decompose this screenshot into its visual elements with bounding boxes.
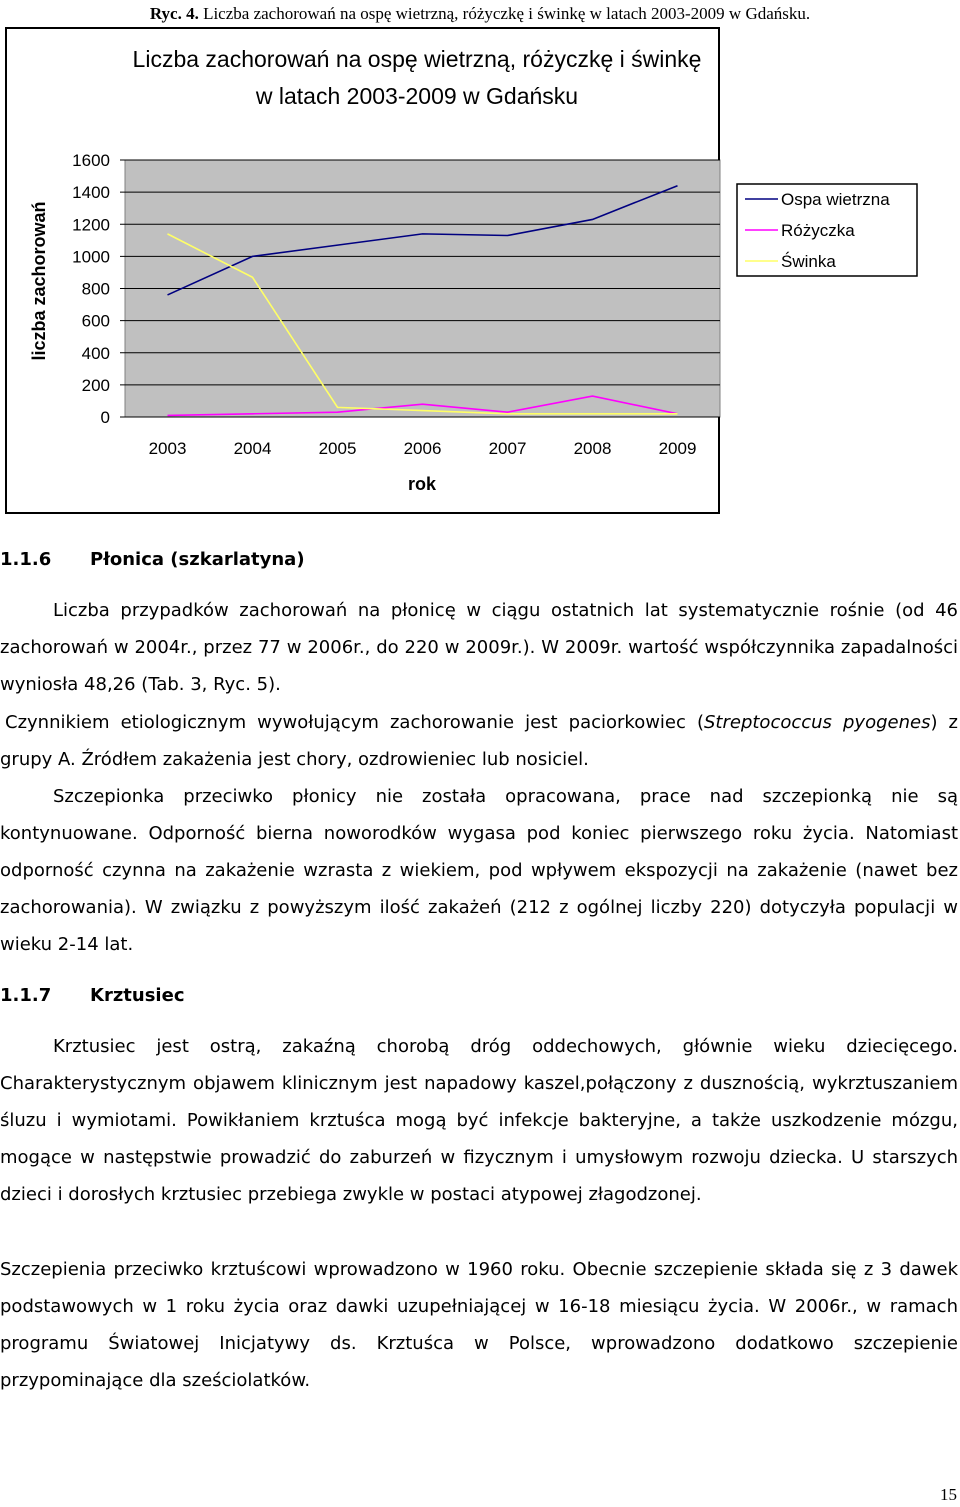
- paragraph: Szczepienia przeciwko krztuścowi wprowadzono w 1960 roku. Obecnie szczepienie składa się z 3 dawek podstawowych w 1 roku życia oraz dawki uzupełniającej w 16-18 miesiącu życia. W 2006r., w ramach programu Światowej Inicjatywy ds. Krztuśca w Polsce, wprowadzono dodatkowo szczepienie przypominające dla sześciolatków.: [0, 1259, 958, 1391]
- legend-label: Świnka: [781, 252, 836, 271]
- section-number: 1.1.6: [0, 549, 52, 570]
- paragraph: Krztusiec jest ostrą, zakaźną chorobą dróg oddechowych, głównie wieku dziecięcego. Charakterystycznym objawem klinicznym jest napadowy kaszel,połączony z dusznością, wykrztuszaniem śluzu i wymiotami. Powikłaniem krztuśca mogą być infekcje bakteryjne, a także uszkodzenie mózgu, mogące w następstwie prowadzić do zaburzeń w fizycznym i umysłowym rozwoju dziecka. U starszych dzieci i dorosłych krztusiec przebiega zwykle w postaci atypowej złagodzonej.: [0, 1036, 958, 1205]
- section-heading-plonica: [0, 549, 305, 570]
- y-tick-label: 800: [81, 279, 110, 299]
- y-tick-label: 400: [81, 343, 110, 363]
- section-title: Krztusiec: [90, 985, 185, 1006]
- species-name-epithet: pyogenes: [843, 712, 931, 733]
- y-tick-label: 600: [81, 311, 110, 331]
- paragraph-text: ) z grupy A. Źródłem zakażenia jest chory, ozdrowieniec lub nosiciel.: [0, 712, 958, 770]
- y-tick-label: 200: [81, 375, 110, 395]
- paragraph: Liczba przypadków zachorowań na płonicę w ciągu ostatnich lat systematycznie rośnie (od 46 zachorowań w 2004r., przez 77 w 2006r., do 220 w 2009r.). W 2009r. wartość współczynnika zapadalności wyniosła 48,26 (Tab. 3, Ryc. 5).: [0, 600, 958, 695]
- x-tick-label: 2008: [573, 439, 612, 458]
- chart-title-line2: w latach 2003-2009 w Gdańsku: [255, 83, 579, 109]
- x-axis-label: rok: [407, 474, 437, 494]
- y-axis-label: liczba zachorowań: [29, 201, 49, 361]
- x-tick-label: 2005: [318, 439, 357, 458]
- paragraph: [0, 704, 958, 778]
- x-tick-label: 2007: [488, 439, 527, 458]
- figure-caption-label: Ryc. 4.: [149, 4, 199, 23]
- page-number: 15: [940, 1485, 957, 1504]
- chart-figure: [5, 27, 890, 514]
- x-tick-label: 2006: [403, 439, 442, 458]
- line-chart: [7, 29, 890, 512]
- chart-title-line1: Liczba zachorowań na ospę wietrzną, różyczkę i świnkę: [132, 46, 702, 72]
- species-name-genus: Streptococcus: [703, 712, 832, 733]
- x-tick-labels: [149, 439, 697, 458]
- legend-label: Różyczka: [781, 221, 855, 240]
- y-tick-label: 1200: [72, 215, 110, 235]
- legend: [737, 184, 917, 276]
- y-tick-label: 1000: [72, 247, 110, 267]
- figure-caption: [0, 4, 960, 24]
- x-tick-label: 2004: [233, 439, 272, 458]
- legend-label: Ospa wietrzna: [781, 190, 890, 209]
- section-number: 1.1.7: [0, 985, 52, 1006]
- section-heading-krztusiec: [0, 985, 184, 1006]
- figure-caption-text: Liczba zachorowań na ospę wietrzną, różyczkę i świnkę w latach 2003-2009 w Gdańsku.: [198, 4, 811, 23]
- y-tick-label: 0: [100, 408, 110, 427]
- y-tick-labels: [72, 151, 110, 427]
- x-tick-label: 2009: [658, 439, 697, 458]
- y-tick-label: 1400: [72, 183, 110, 203]
- section-title: Płonica (szkarlatyna): [90, 549, 305, 570]
- y-tick-label: 1600: [72, 151, 110, 170]
- x-tick-label: 2003: [148, 439, 187, 458]
- paragraph: Szczepionka przeciwko płonicy nie została opracowana, prace nad szczepionką nie są kontynuowane. Odporność bierna noworodków wygasa pod koniec pierwszego roku życia. Natomiast odporność czynna na zakażenie wzrasta z wiekiem, pod wpływem ekspozycji na zakażenie (nawet bez zachorowania). W związku z powyższym ilość zakażeń (212 z ogólnej liczby 220) dotyczyła populacji w wieku 2-14 lat.: [0, 786, 958, 955]
- paragraph-text: Czynnikiem etiologicznym wywołującym zachorowanie jest paciorkowiec (: [5, 712, 704, 733]
